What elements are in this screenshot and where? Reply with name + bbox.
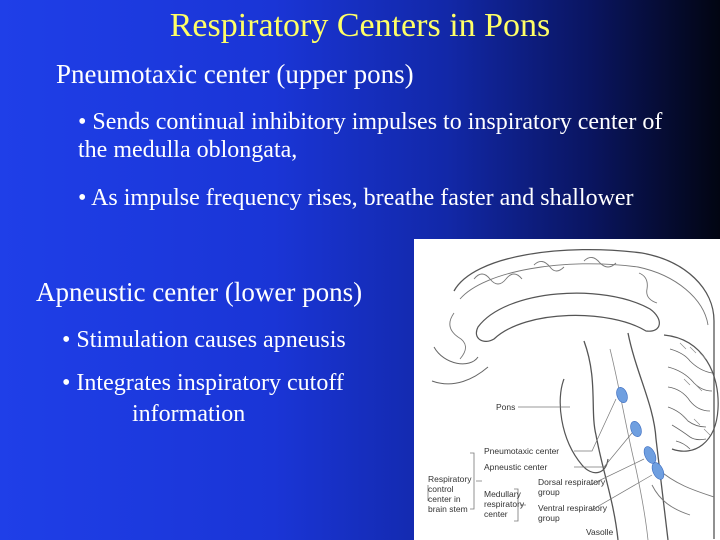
label-respiratory-control-1: Respiratory xyxy=(428,474,472,484)
label-medullary-1: Medullary xyxy=(484,489,521,499)
label-respiratory-control-2: control xyxy=(428,484,454,494)
label-ventral-1: Ventral respiratory xyxy=(538,503,607,513)
label-medullary-2: respiratory xyxy=(484,499,525,509)
label-respiratory-control-4: brain stem xyxy=(428,504,468,514)
label-dorsal-2: group xyxy=(538,487,560,497)
apneustic-bullet-2: • Integrates inspiratory cutoff xyxy=(62,370,344,396)
label-apneustic: Apneustic center xyxy=(484,462,548,472)
label-medullary-3: center xyxy=(484,509,508,519)
dorsal-group-nucleus xyxy=(642,445,659,466)
pneumotaxic-bullet-1: • Sends continual inhibitory impulses to inspiratory center of the medulla oblongata, xyxy=(78,109,663,163)
apneustic-heading: Apneustic center (lower pons) xyxy=(36,277,363,307)
pneumotaxic-heading: Pneumotaxic center (upper pons) xyxy=(56,59,414,89)
ventral-group-nucleus xyxy=(650,461,667,482)
apneustic-leader xyxy=(574,433,632,467)
frontal-lower xyxy=(432,347,488,384)
label-bottom: Vasolle xyxy=(586,527,614,537)
apneustic-bullet-1: • Stimulation causes apneusis xyxy=(62,327,346,353)
brainstem-right xyxy=(628,333,668,540)
label-ventral-2: group xyxy=(538,513,560,523)
brainstem-inner xyxy=(610,349,648,540)
label-dorsal-1: Dorsal respiratory xyxy=(538,477,606,487)
brain-diagram xyxy=(414,239,720,540)
brain-diagram-panel xyxy=(414,239,720,540)
slide-title: Respiratory Centers in Pons xyxy=(169,7,551,44)
pneumotaxic-bullet-2: • As impulse frequency rises, breathe faster and shallower xyxy=(78,185,634,211)
pneumotaxic-nucleus xyxy=(615,386,630,404)
cerebellum-hatch xyxy=(680,343,710,435)
label-pons: Pons xyxy=(496,402,516,412)
label-respiratory-control-3: center in xyxy=(428,494,461,504)
apneustic-bullet-2-cont: information xyxy=(132,401,246,427)
cerebellum xyxy=(664,335,718,451)
cerebellum-folia xyxy=(668,349,712,449)
corpus-callosum xyxy=(476,293,659,341)
apneustic-nucleus xyxy=(629,420,644,438)
gyri xyxy=(450,257,657,359)
label-pneumotaxic: Pneumotaxic center xyxy=(484,446,560,456)
